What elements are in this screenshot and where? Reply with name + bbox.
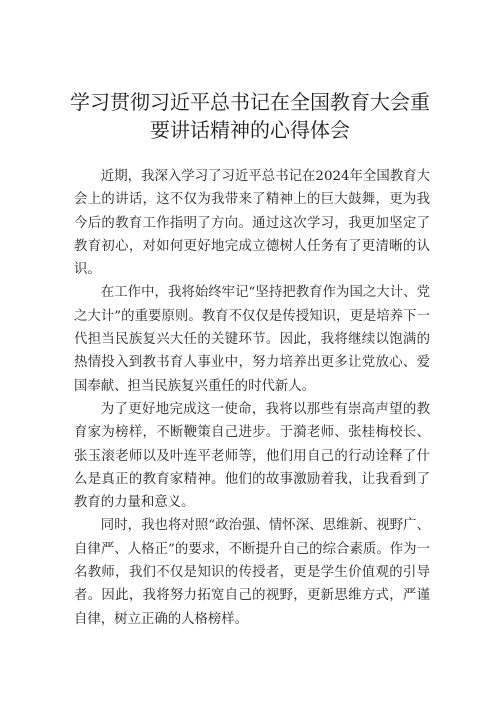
paragraph-3: 为了更好地完成这一使命，我将以那些有崇高声望的教育家为榜样，不断鞭策自己进步。于漪老师、张桂梅校长、张玉滚老师以及叶连平老师等，他们用自己的行动诠释了什么是真正的教育家精神。他们的故事激励着我，让我看到了教育的力量和意义。: [74, 401, 430, 511]
title-line-1: 学习贯彻习近平总书记在全国教育大会重: [70, 90, 430, 114]
document-body: [74, 165, 430, 631]
title-line-2: 要讲话精神的心得体会: [150, 118, 350, 142]
paragraph-1: 近期，我深入学习了习近平总书记在2024年全国教育大会上的讲话，这不仅为我带来了精神上的巨大鼓舞，更为我今后的教育工作指明了方向。通过这次学习，我更加坚定了教育初心，对如何更好地完成立德树人任务有了更清晰的认识。: [74, 169, 430, 278]
paragraph-2: 在工作中，我将始终牢记“坚持把教育作为国之大计、党之大计”的重要原则。教育不仅仅是传授知识，更是培养下一代担当民族复兴大任的关键环节。因此，我将继续以饱满的热情投入到教书育人事业中，努力培养出更多让党放心、爱国奉献、担当民族复兴重任的时代新人。: [74, 285, 430, 394]
paragraph-4: 同时，我也将对照“政治强、情怀深、思维新、视野广、自律严、人格正”的要求，不断提升自己的综合素质。作为一名教师，我们不仅是知识的传授者，更是学生价值观的引导者。因此，我将努力拓宽自己的视野，更新思维方式，严谨自律，树立正确的人格榜样。: [74, 518, 430, 627]
document-title: [40, 88, 460, 144]
